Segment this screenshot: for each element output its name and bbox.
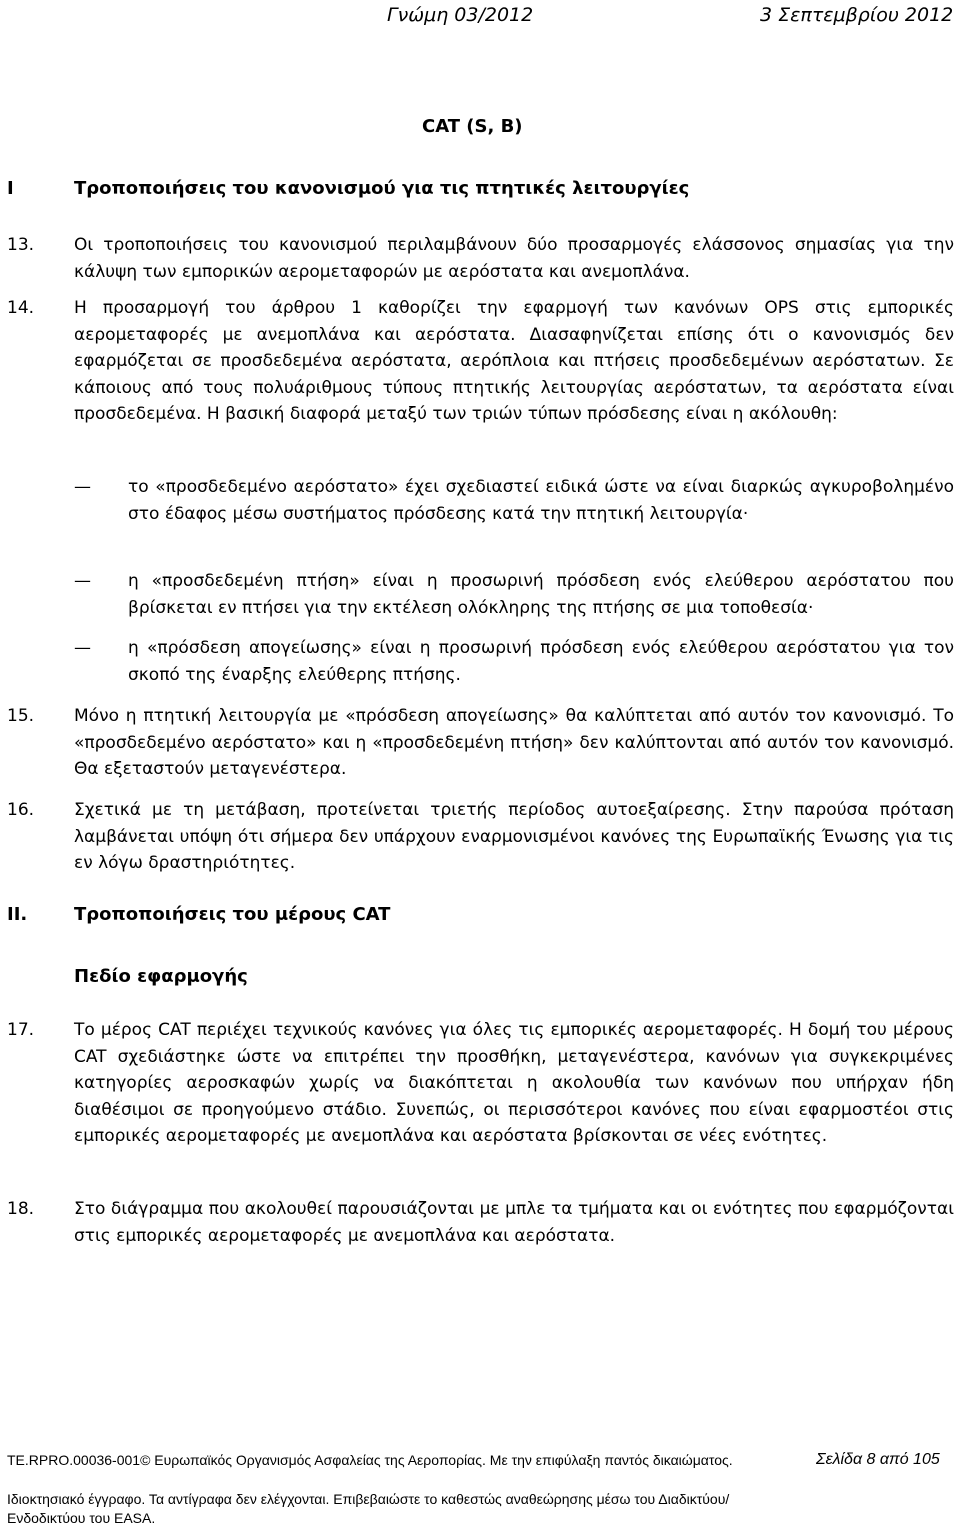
bullet-2-dash: — [74,571,91,591]
paragraph-13-number: 13. [7,235,35,255]
section-2-number: II. [7,904,28,925]
footer-disclaimer: Ιδιοκτησιακό έγγραφο. Τα αντίγραφα δεν ελέγχονται. Επιβεβαιώστε το καθεστώς αναθεώρησης μέσω του Διαδικτύου/Ενδοδικτύου του EASA. [7,1491,730,1526]
paragraph-13-text: Οι τροποποιήσεις του κανονισμού περιλαμβάνουν δύο προσαρμογές ελάσσονος σημασίας για την κάλυψη των εμπορικών αερομεταφορών με αερόστατα και ανεμοπλάνα. [74,235,954,282]
footer-page-number: Σελίδα 8 από 105 [816,1451,940,1468]
document-title: CAT (S, B) [422,116,523,137]
paragraph-14-text: Η προσαρμογή του άρθρου 1 καθορίζει την εφαρμογή των κανόνων OPS στις εμπορικές αερομεταφορές με ανεμοπλάνα και αερόστατα. Διασαφηνίζεται επίσης ότι ο κανονισμός δεν εφαρμόζεται σε προσδεδεμένα αερόστατα, αερόπλοια και πτήσεις προσδεδεμένων αερόστατων. Σε κάποιους από τους πολυάριθμους τύπους πτητικής λειτουργίας αερόστατων, τα αερόστατα είναι προσδεδεμένα. Η βασική διαφορά μεταξύ των τριών τύπων πρόσδεσης είναι η ακόλουθη: [74,298,954,424]
section-1-title: Τροποποιήσεις του κανονισμού για τις πτητικές λειτουργίες [74,178,690,199]
bullet-3-dash: — [74,638,91,658]
paragraph-18-number: 18. [7,1199,35,1219]
section-2-title: Τροποποιήσεις του μέρους CAT [74,904,391,925]
paragraph-16-number: 16. [7,800,35,820]
header-opinion-number: Γνώμη 03/2012 [387,4,534,26]
paragraph-16-text: Σχετικά με τη μετάβαση, προτείνεται τριετής περίοδος αυτοεξαίρεσης. Στην παρούσα πρόταση λαμβάνεται υπόψη ότι σήμερα δεν υπάρχουν εναρμονισμένοι κανόνες της Ευρωπαϊκής Ένωσης για τις εν λόγω δραστηριότητες. [74,800,954,873]
paragraph-15-number: 15. [7,706,35,726]
bullet-1-dash: — [74,477,91,497]
bullet-3-text: η «πρόσδεση απογείωσης» είναι η προσωρινή πρόσδεση ενός ελεύθερου αερόστατου για τον σκοπό της έναρξης ελεύθερης πτήσης. [128,638,954,685]
section-2-subtitle: Πεδίο εφαρμογής [74,966,248,987]
paragraph-15-text: Μόνο η πτητική λειτουργία με «πρόσδεση απογείωσης» θα καλύπτεται από αυτόν τον κανονισμό. Το «προσδεδεμένο αερόστατο» και η «προσδεδεμένη πτήση» δεν καλύπτονται από αυτόν τον κανονισμό. Θα εξεταστούν μεταγενέστερα. [74,706,954,779]
paragraph-18-text: Στο διάγραμμα που ακολουθεί παρουσιάζονται με μπλε τα τμήματα και οι ενότητες που εφαρμόζονται στις εμπορικές αερομεταφορές με ανεμοπλάνα και αερόστατα. [74,1199,954,1246]
paragraph-14-number: 14. [7,298,35,318]
bullet-1-text: το «προσδεδεμένο αερόστατο» έχει σχεδιαστεί ειδικά ώστε να είναι διαρκώς αγκυροβολημένο στο έδαφος μέσω συστήματος πρόσδεσης κατά την πτητική λειτουργία· [128,477,954,524]
paragraph-17-number: 17. [7,1020,35,1040]
header-date: 3 Σεπτεμβρίου 2012 [760,4,954,26]
bullet-2-text: η «προσδεδεμένη πτήση» είναι η προσωρινή πρόσδεση ενός ελεύθερου αερόστατου που βρίσκεται εν πτήσει για την εκτέλεση ολόκληρης της πτήσης σε μια τοποθεσία· [128,571,954,618]
footer-copyright: TE.RPRO.00036-001© Ευρωπαϊκός Οργανισμός Ασφαλείας της Αεροπορίας. Με την επιφύλαξη παντός δικαιώματος. [7,1452,733,1468]
section-1-number: I [7,178,14,199]
paragraph-17-text: Το μέρος CAT περιέχει τεχνικούς κανόνες για όλες τις εμπορικές αερομεταφορές. Η δομή του μέρους CAT σχεδιάστηκε ώστε να επιτρέπει την προσθήκη, μεταγενέστερα, κανόνων για συγκεκριμένες κατηγορίες αεροσκαφών χωρίς να διακόπτεται η ακολουθία των κανόνων που υπήρχαν ήδη διαθέσιμοι σε προηγούμενο στάδιο. Συνεπώς, οι περισσότεροι κανόνες που είναι εφαρμοστέοι στις εμπορικές αερομεταφορές με ανεμοπλάνα και αερόστατα βρίσκονται σε νέες ενότητες. [74,1020,954,1146]
